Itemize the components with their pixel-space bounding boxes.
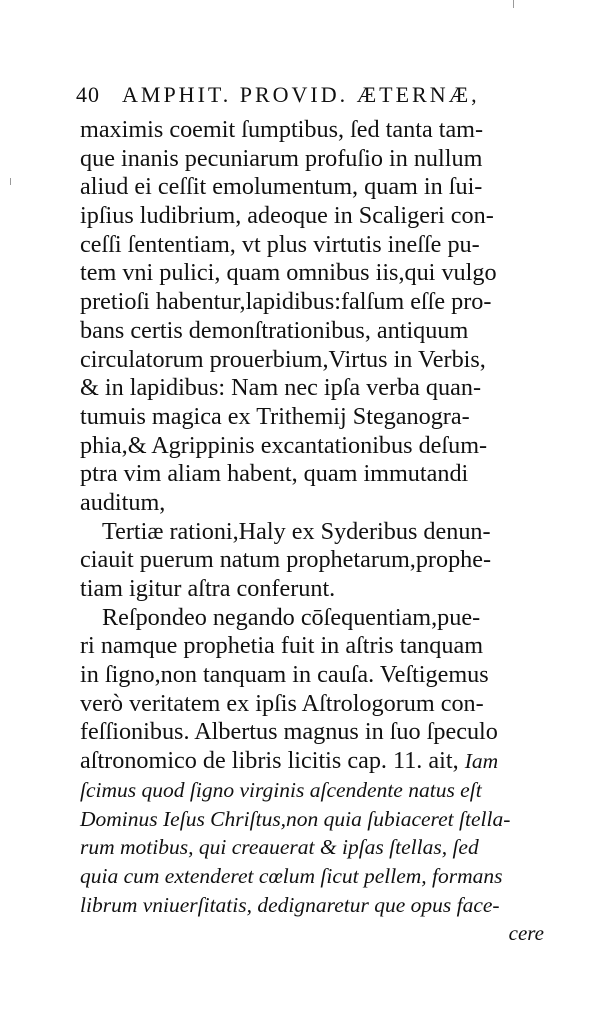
text-line: tiam igitur aſtra conferunt. <box>80 575 336 602</box>
text-line: ipſius ludibrium, adeoque in Scaligeri con- <box>80 202 494 230</box>
italic-line: quia cum extenderet cœlum ſicut pellem, formans <box>80 863 503 888</box>
text-line: ri namque prophetia fuit in aſtris tanquam <box>80 632 484 660</box>
text-line <box>80 747 546 776</box>
text-segment: aſtronomico de libris licitis cap. 11. ait, <box>80 747 459 775</box>
text-line: aliud ei ceſſit emolumentum, quam in ſui- <box>80 173 483 201</box>
text-line: pretioſi habentur,lapidibus:falſum eſſe pro- <box>80 288 492 316</box>
italic-line: ſcimus quod ſigno virginis aſcendente natus eſt <box>80 777 482 802</box>
margin-mark-top <box>513 0 514 8</box>
paragraph-start-line: Tertiæ rationi,Haly ex Syderibus denun- <box>102 517 491 545</box>
text-line: que inanis pecuniarum profuſio in nullum <box>80 144 483 172</box>
text-line: ceſſi ſententiam, vt plus virtutis ineſſe pu- <box>80 230 480 258</box>
text-line: in ſigno,non tanquam in cauſa. Veſtigemus <box>80 661 489 689</box>
text-line: auditum, <box>80 488 166 516</box>
text-line: feſſionibus. Albertus magnus in ſuo ſpeculo <box>80 718 498 746</box>
text-line: & in lapidibus: Nam nec ipſa verba quan- <box>80 374 481 402</box>
italic-line: Dominus Ieſus Chriſtus,non quia ſubiaceret ſtella- <box>80 806 511 831</box>
text-line: maximis coemit ſumptibus, ſed tanta tam- <box>80 116 484 143</box>
text-line: phia,& Agrippinis excantationibus deſum- <box>80 431 488 459</box>
margin-mark-left <box>10 178 11 185</box>
italic-line: librum vniuerſitatis, dedignaretur que opus face- <box>80 892 500 917</box>
paragraph-start-line: Reſpondeo negando cōſequentiam,pue- <box>102 603 481 631</box>
text-line: bans certis demonſtrationibus, antiquum <box>80 316 469 344</box>
text-line: tem vni pulici, quam omnibus iis,qui vulgo <box>80 259 497 287</box>
page-number: 40 <box>76 82 100 107</box>
running-head <box>76 82 546 116</box>
running-title: AMPHIT. PROVID. ÆTERNÆ, <box>122 82 480 107</box>
text-line: circulatorum prouerbium,Virtus in Verbis, <box>80 345 486 373</box>
text-line: ciauit puerum natum prophetarum,prophe- <box>80 546 492 574</box>
italic-segment: Iam <box>464 749 499 774</box>
catchword: cere <box>508 921 544 946</box>
text-line: ptra vim aliam habent, quam immutandi <box>80 460 469 488</box>
text-line: tumuis magica ex Trithemij Steganogra- <box>80 402 470 430</box>
text-line: verò veritatem ex ipſis Aſtrologorum con- <box>80 689 484 717</box>
italic-line: rum motibus, qui creauerat & ipſas ſtellas, ſed <box>80 835 479 860</box>
body-text <box>80 116 546 948</box>
